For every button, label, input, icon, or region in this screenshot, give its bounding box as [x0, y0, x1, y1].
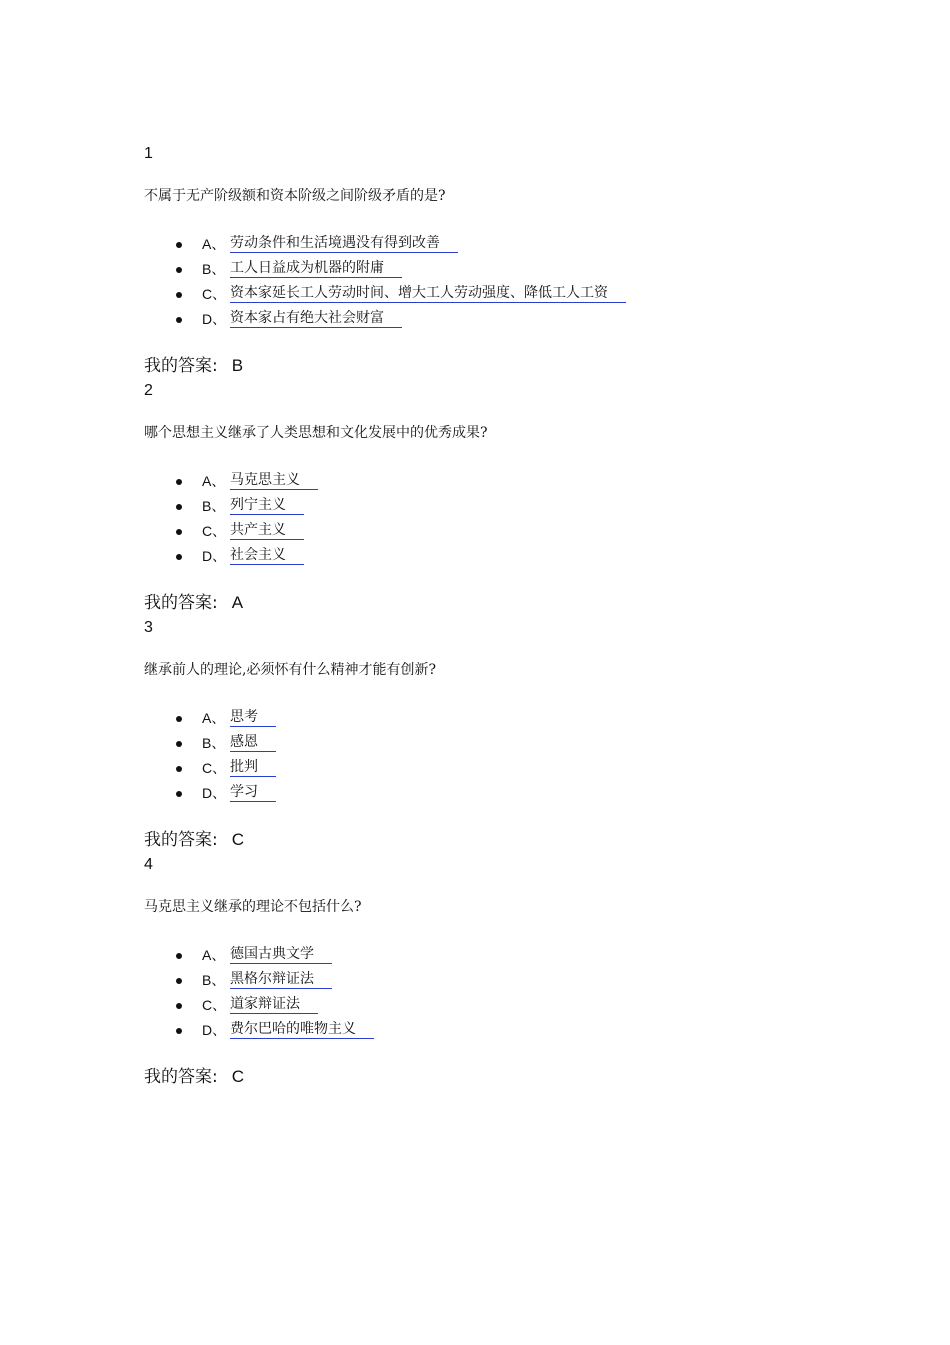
option-text[interactable]: 学习: [230, 783, 276, 802]
option-text[interactable]: 费尔巴哈的唯物主义: [230, 1020, 374, 1039]
option-text[interactable]: 列宁主义: [230, 496, 304, 515]
option-text[interactable]: 黑格尔辩证法: [230, 970, 332, 989]
bullet-icon: [176, 504, 182, 510]
bullet-icon: [176, 741, 182, 747]
option-letter: B、: [202, 972, 226, 988]
question-number: 3: [144, 619, 153, 636]
option-text[interactable]: 批判: [230, 758, 276, 777]
my-answer: [144, 592, 243, 614]
option-letter: C、: [202, 286, 227, 302]
option-letter: B、: [202, 735, 226, 751]
question-number: 2: [144, 382, 153, 399]
option-letter: A、: [202, 710, 226, 726]
option-letter: D、: [202, 311, 227, 327]
bullet-icon: [176, 791, 182, 797]
answer-value: C: [231, 830, 245, 849]
option-letter: D、: [202, 785, 227, 801]
option-letter: C、: [202, 760, 227, 776]
bullet-icon: [176, 766, 182, 772]
answer-value: A: [231, 593, 244, 612]
option-letter: B、: [202, 498, 226, 514]
option-text[interactable]: 社会主义: [230, 546, 304, 565]
bullet-icon: [176, 1003, 182, 1009]
option-text[interactable]: 工人日益成为机器的附庸: [230, 259, 402, 278]
option-letter: A、: [202, 947, 226, 963]
bullet-icon: [176, 978, 182, 984]
bullet-icon: [176, 953, 182, 959]
question-text: 哪个思想主义继承了人类思想和文化发展中的优秀成果?: [144, 425, 488, 441]
option-letter: B、: [202, 261, 226, 277]
bullet-icon: [176, 529, 182, 535]
option-letter: A、: [202, 236, 226, 252]
option-text[interactable]: 资本家延长工人劳动时间、增大工人劳动强度、降低工人工资: [230, 284, 626, 303]
answer-label: 我的答案:: [144, 356, 218, 376]
bullet-icon: [176, 267, 182, 273]
answer-value: B: [231, 356, 244, 375]
option-letter: A、: [202, 473, 226, 489]
option-letter: D、: [202, 548, 227, 564]
answer-label: 我的答案:: [144, 593, 218, 613]
bullet-icon: [176, 242, 182, 248]
option-text[interactable]: 德国古典文学: [230, 945, 332, 964]
my-answer: [144, 829, 244, 851]
answer-value: C: [231, 1067, 245, 1086]
option-letter: C、: [202, 523, 227, 539]
question-text: 不属于无产阶级额和资本阶级之间阶级矛盾的是?: [144, 188, 446, 204]
bullet-icon: [176, 479, 182, 485]
bullet-icon: [176, 1028, 182, 1034]
answer-label: 我的答案:: [144, 830, 218, 850]
option-letter: C、: [202, 997, 227, 1013]
option-text[interactable]: 感恩: [230, 733, 276, 752]
option-text[interactable]: 资本家占有绝大社会财富: [230, 309, 402, 328]
bullet-icon: [176, 292, 182, 298]
option-letter: D、: [202, 1022, 227, 1038]
bullet-icon: [176, 554, 182, 560]
question-text: 继承前人的理论,必须怀有什么精神才能有创新?: [144, 662, 436, 678]
option-text[interactable]: 劳动条件和生活境遇没有得到改善: [230, 234, 458, 253]
bullet-icon: [176, 716, 182, 722]
my-answer: [144, 1066, 244, 1088]
answer-label: 我的答案:: [144, 1067, 218, 1087]
question-text: 马克思主义继承的理论不包括什么?: [144, 899, 362, 915]
my-answer: [144, 355, 243, 377]
bullet-icon: [176, 317, 182, 323]
option-text[interactable]: 马克思主义: [230, 471, 318, 490]
option-text[interactable]: 共产主义: [230, 521, 304, 540]
option-text[interactable]: 道家辩证法: [230, 995, 318, 1014]
question-number: 4: [144, 856, 153, 873]
question-number: 1: [144, 145, 153, 162]
option-text[interactable]: 思考: [230, 708, 276, 727]
